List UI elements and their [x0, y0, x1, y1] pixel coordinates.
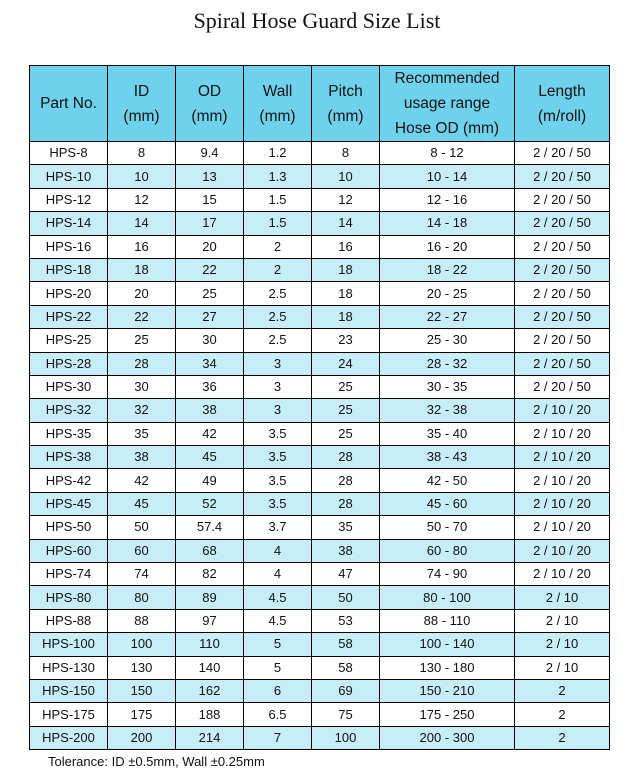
table-row: [30, 352, 610, 375]
cell-pitch: 69: [312, 679, 380, 702]
header-row: [30, 66, 610, 142]
cell-length: 2 / 10: [515, 633, 610, 656]
cell-od: 36: [176, 375, 244, 398]
cell-part-no: HPS-18: [30, 258, 108, 281]
cell-od: 27: [176, 305, 244, 328]
cell-wall: 3.7: [244, 516, 312, 539]
table-row: [30, 446, 610, 469]
cell-part-no: HPS-25: [30, 329, 108, 352]
cell-wall: 2.5: [244, 305, 312, 328]
cell-od: 20: [176, 235, 244, 258]
cell-length: 2 / 20 / 50: [515, 352, 610, 375]
cell-od: 30: [176, 329, 244, 352]
cell-wall: 5: [244, 656, 312, 679]
cell-usage-range: 38 - 43: [380, 446, 515, 469]
cell-usage-range: 22 - 27: [380, 305, 515, 328]
cell-od: 13: [176, 165, 244, 188]
cell-pitch: 23: [312, 329, 380, 352]
cell-pitch: 58: [312, 633, 380, 656]
cell-pitch: 28: [312, 446, 380, 469]
cell-pitch: 18: [312, 305, 380, 328]
column-header-line: (mm): [191, 107, 228, 125]
cell-usage-range: 150 - 210: [380, 679, 515, 702]
cell-part-no: HPS-38: [30, 446, 108, 469]
cell-length: 2 / 10: [515, 586, 610, 609]
cell-od: 162: [176, 679, 244, 702]
cell-pitch: 18: [312, 282, 380, 305]
cell-length: 2: [515, 726, 610, 749]
cell-length: 2 / 20 / 50: [515, 258, 610, 281]
cell-od: 15: [176, 188, 244, 211]
cell-wall: 1.3: [244, 165, 312, 188]
cell-usage-range: 175 - 250: [380, 703, 515, 726]
cell-pitch: 58: [312, 656, 380, 679]
cell-wall: 3: [244, 399, 312, 422]
cell-id: 35: [108, 422, 176, 445]
cell-wall: 4.5: [244, 586, 312, 609]
column-header-wall: [244, 66, 312, 142]
cell-length: 2 / 20 / 50: [515, 165, 610, 188]
cell-wall: 1.5: [244, 188, 312, 211]
cell-od: 68: [176, 539, 244, 562]
cell-part-no: HPS-22: [30, 305, 108, 328]
cell-od: 140: [176, 656, 244, 679]
table-body: [30, 142, 610, 750]
cell-pitch: 25: [312, 422, 380, 445]
cell-od: 9.4: [176, 142, 244, 165]
cell-length: 2 / 10 / 20: [515, 539, 610, 562]
column-header-line: Hose OD (mm): [394, 120, 500, 137]
cell-part-no: HPS-100: [30, 633, 108, 656]
cell-part-no: HPS-28: [30, 352, 108, 375]
column-header-id: [108, 66, 176, 142]
column-header-line: (mm): [327, 107, 364, 125]
cell-length: 2 / 10: [515, 656, 610, 679]
column-header-line: (mm): [259, 107, 296, 125]
cell-id: 88: [108, 609, 176, 632]
cell-length: 2 / 20 / 50: [515, 235, 610, 258]
table-header: [30, 66, 610, 142]
cell-od: 89: [176, 586, 244, 609]
cell-part-no: HPS-45: [30, 492, 108, 515]
cell-usage-range: 50 - 70: [380, 516, 515, 539]
cell-usage-range: 25 - 30: [380, 329, 515, 352]
cell-od: 188: [176, 703, 244, 726]
cell-part-no: HPS-32: [30, 399, 108, 422]
cell-wall: 4.5: [244, 609, 312, 632]
cell-usage-range: 20 - 25: [380, 282, 515, 305]
cell-id: 30: [108, 375, 176, 398]
cell-id: 8: [108, 142, 176, 165]
column-header-usage-range: [380, 66, 515, 142]
column-header-length: [515, 66, 610, 142]
cell-part-no: HPS-8: [30, 142, 108, 165]
cell-usage-range: 200 - 300: [380, 726, 515, 749]
column-header-pitch: [312, 66, 380, 142]
cell-length: 2 / 10 / 20: [515, 399, 610, 422]
cell-usage-range: 10 - 14: [380, 165, 515, 188]
table-row: [30, 563, 610, 586]
cell-wall: 6: [244, 679, 312, 702]
cell-usage-range: 100 - 140: [380, 633, 515, 656]
table-row: [30, 188, 610, 211]
cell-id: 12: [108, 188, 176, 211]
cell-usage-range: 16 - 20: [380, 235, 515, 258]
table-row: [30, 586, 610, 609]
cell-usage-range: 12 - 16: [380, 188, 515, 211]
column-header-od: [176, 66, 244, 142]
cell-pitch: 16: [312, 235, 380, 258]
cell-pitch: 25: [312, 375, 380, 398]
cell-pitch: 75: [312, 703, 380, 726]
cell-id: 18: [108, 258, 176, 281]
cell-wall: 3.5: [244, 469, 312, 492]
table-row: [30, 609, 610, 632]
column-header-part-no: [30, 66, 108, 142]
cell-wall: 4: [244, 563, 312, 586]
page-title: Spiral Hose Guard Size List: [193, 8, 441, 33]
cell-length: 2 / 20 / 50: [515, 305, 610, 328]
table-row: [30, 142, 610, 165]
cell-usage-range: 130 - 180: [380, 656, 515, 679]
cell-length: 2 / 10 / 20: [515, 516, 610, 539]
cell-wall: 2: [244, 258, 312, 281]
table-row: [30, 539, 610, 562]
table-row: [30, 399, 610, 422]
table-row: [30, 492, 610, 515]
cell-od: 82: [176, 563, 244, 586]
cell-usage-range: 32 - 38: [380, 399, 515, 422]
cell-usage-range: 45 - 60: [380, 492, 515, 515]
cell-id: 16: [108, 235, 176, 258]
cell-part-no: HPS-88: [30, 609, 108, 632]
cell-usage-range: 80 - 100: [380, 586, 515, 609]
table-row: [30, 422, 610, 445]
cell-part-no: HPS-16: [30, 235, 108, 258]
table-row: [30, 212, 610, 235]
cell-part-no: HPS-150: [30, 679, 108, 702]
cell-od: 52: [176, 492, 244, 515]
cell-usage-range: 74 - 90: [380, 563, 515, 586]
cell-usage-range: 88 - 110: [380, 609, 515, 632]
column-header-line: (mm): [123, 107, 160, 125]
cell-pitch: 47: [312, 563, 380, 586]
column-header-line: Pitch: [328, 82, 363, 100]
cell-id: 200: [108, 726, 176, 749]
cell-id: 80: [108, 586, 176, 609]
table-row: [30, 305, 610, 328]
cell-pitch: 28: [312, 469, 380, 492]
cell-length: 2 / 10 / 20: [515, 563, 610, 586]
table-row: [30, 679, 610, 702]
cell-id: 50: [108, 516, 176, 539]
cell-id: 100: [108, 633, 176, 656]
cell-od: 214: [176, 726, 244, 749]
cell-id: 10: [108, 165, 176, 188]
cell-part-no: HPS-35: [30, 422, 108, 445]
cell-od: 17: [176, 212, 244, 235]
cell-id: 14: [108, 212, 176, 235]
cell-length: 2 / 10 / 20: [515, 492, 610, 515]
cell-wall: 6.5: [244, 703, 312, 726]
cell-wall: 4: [244, 539, 312, 562]
cell-usage-range: 30 - 35: [380, 375, 515, 398]
cell-length: 2 / 20 / 50: [515, 329, 610, 352]
cell-wall: 3.5: [244, 446, 312, 469]
cell-wall: 3: [244, 352, 312, 375]
table-row: [30, 235, 610, 258]
column-header-line: usage range: [403, 95, 491, 112]
cell-length: 2 / 20 / 50: [515, 212, 610, 235]
cell-wall: 5: [244, 633, 312, 656]
column-header-line: Wall: [262, 82, 293, 100]
cell-id: 42: [108, 469, 176, 492]
cell-length: 2 / 20 / 50: [515, 142, 610, 165]
cell-pitch: 35: [312, 516, 380, 539]
cell-pitch: 38: [312, 539, 380, 562]
cell-pitch: 10: [312, 165, 380, 188]
column-header-line: Part No.: [40, 95, 97, 112]
cell-od: 97: [176, 609, 244, 632]
cell-wall: 1.2: [244, 142, 312, 165]
cell-wall: 3: [244, 375, 312, 398]
cell-id: 32: [108, 399, 176, 422]
cell-pitch: 28: [312, 492, 380, 515]
cell-usage-range: 35 - 40: [380, 422, 515, 445]
table-row: [30, 375, 610, 398]
column-header-line: OD: [197, 82, 222, 100]
column-header-line: Length: [538, 82, 586, 100]
cell-id: 45: [108, 492, 176, 515]
cell-part-no: HPS-14: [30, 212, 108, 235]
cell-wall: 3.5: [244, 492, 312, 515]
cell-pitch: 8: [312, 142, 380, 165]
cell-part-no: HPS-50: [30, 516, 108, 539]
table-row: [30, 726, 610, 749]
cell-part-no: HPS-12: [30, 188, 108, 211]
cell-wall: 2: [244, 235, 312, 258]
cell-pitch: 53: [312, 609, 380, 632]
cell-part-no: HPS-30: [30, 375, 108, 398]
cell-od: 25: [176, 282, 244, 305]
table-row: [30, 633, 610, 656]
cell-length: 2 / 10 / 20: [515, 422, 610, 445]
cell-part-no: HPS-175: [30, 703, 108, 726]
cell-id: 175: [108, 703, 176, 726]
cell-od: 42: [176, 422, 244, 445]
cell-id: 38: [108, 446, 176, 469]
cell-part-no: HPS-130: [30, 656, 108, 679]
cell-length: 2 / 10 / 20: [515, 469, 610, 492]
cell-usage-range: 14 - 18: [380, 212, 515, 235]
cell-usage-range: 28 - 32: [380, 352, 515, 375]
cell-part-no: HPS-80: [30, 586, 108, 609]
cell-usage-range: 42 - 50: [380, 469, 515, 492]
table-row: [30, 165, 610, 188]
cell-pitch: 12: [312, 188, 380, 211]
column-header-line: Recommended: [394, 70, 500, 87]
cell-wall: 1.5: [244, 212, 312, 235]
table-row: [30, 258, 610, 281]
cell-od: 110: [176, 633, 244, 656]
cell-id: 22: [108, 305, 176, 328]
cell-length: 2 / 20 / 50: [515, 282, 610, 305]
cell-pitch: 18: [312, 258, 380, 281]
cell-id: 130: [108, 656, 176, 679]
cell-id: 74: [108, 563, 176, 586]
tolerance-note: Tolerance: ID ±0.5mm, Wall ±0.25mm: [48, 754, 265, 769]
size-table: [29, 65, 610, 750]
cell-pitch: 50: [312, 586, 380, 609]
cell-wall: 2.5: [244, 329, 312, 352]
table-row: [30, 703, 610, 726]
cell-part-no: HPS-20: [30, 282, 108, 305]
table-row: [30, 329, 610, 352]
cell-length: 2 / 10: [515, 609, 610, 632]
cell-part-no: HPS-200: [30, 726, 108, 749]
cell-length: 2: [515, 679, 610, 702]
cell-pitch: 14: [312, 212, 380, 235]
cell-wall: 2.5: [244, 282, 312, 305]
cell-length: 2 / 10 / 20: [515, 446, 610, 469]
cell-wall: 3.5: [244, 422, 312, 445]
cell-id: 150: [108, 679, 176, 702]
table-row: [30, 282, 610, 305]
cell-length: 2 / 20 / 50: [515, 188, 610, 211]
cell-wall: 7: [244, 726, 312, 749]
cell-pitch: 100: [312, 726, 380, 749]
cell-part-no: HPS-60: [30, 539, 108, 562]
cell-pitch: 24: [312, 352, 380, 375]
cell-part-no: HPS-42: [30, 469, 108, 492]
cell-part-no: HPS-74: [30, 563, 108, 586]
cell-length: 2: [515, 703, 610, 726]
table-row: [30, 516, 610, 539]
table-row: [30, 469, 610, 492]
cell-od: 38: [176, 399, 244, 422]
cell-usage-range: 8 - 12: [380, 142, 515, 165]
cell-id: 20: [108, 282, 176, 305]
cell-id: 25: [108, 329, 176, 352]
cell-length: 2 / 20 / 50: [515, 375, 610, 398]
cell-usage-range: 60 - 80: [380, 539, 515, 562]
cell-od: 45: [176, 446, 244, 469]
column-header-line: (m/roll): [537, 107, 587, 125]
cell-id: 60: [108, 539, 176, 562]
cell-od: 49: [176, 469, 244, 492]
column-header-line: ID: [133, 82, 150, 100]
cell-usage-range: 18 - 22: [380, 258, 515, 281]
table-row: [30, 656, 610, 679]
cell-id: 28: [108, 352, 176, 375]
cell-od: 34: [176, 352, 244, 375]
cell-od: 22: [176, 258, 244, 281]
cell-part-no: HPS-10: [30, 165, 108, 188]
cell-od: 57.4: [176, 516, 244, 539]
cell-pitch: 25: [312, 399, 380, 422]
